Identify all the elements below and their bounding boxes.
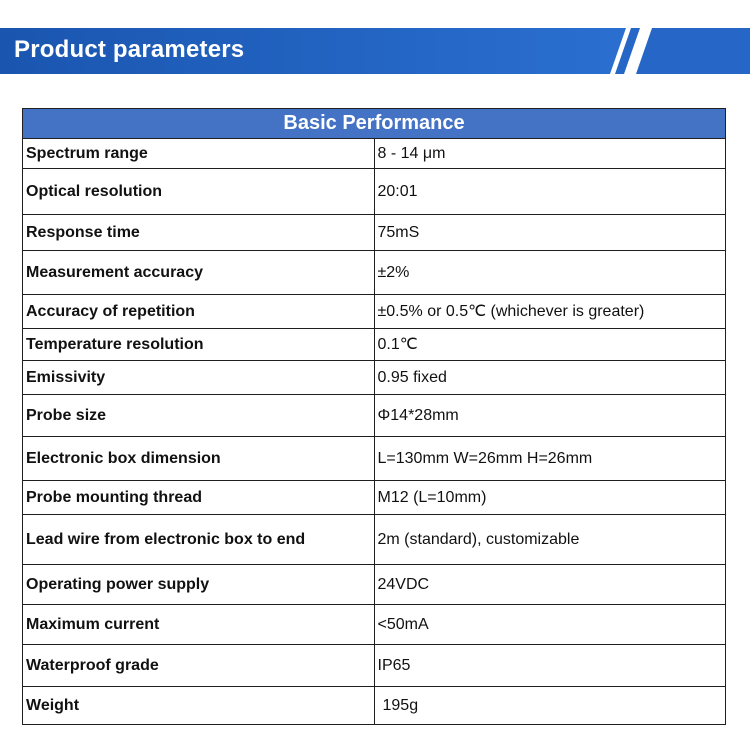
param-value: 20:01 <box>374 169 726 215</box>
table-row <box>23 437 726 481</box>
table-row <box>23 169 726 215</box>
param-value: ±0.5% or 0.5℃ (whichever is greater) <box>374 295 726 329</box>
param-name: Emissivity <box>23 361 375 395</box>
table-row <box>23 329 726 361</box>
table-row <box>23 395 726 437</box>
table-header: Basic Performance <box>23 109 726 139</box>
param-name: Accuracy of repetition <box>23 295 375 329</box>
table-row <box>23 687 726 725</box>
header-banner <box>0 28 750 74</box>
table-row <box>23 481 726 515</box>
table-row <box>23 565 726 605</box>
table-row <box>23 251 726 295</box>
parameters-table <box>22 108 726 725</box>
table-row <box>23 645 726 687</box>
table-row <box>23 361 726 395</box>
table-row <box>23 515 726 565</box>
param-value: 195g <box>374 687 726 725</box>
param-value: IP65 <box>374 645 726 687</box>
param-name: Electronic box dimension <box>23 437 375 481</box>
param-value: Φ14*28mm <box>374 395 726 437</box>
param-value: L=130mm W=26mm H=26mm <box>374 437 726 481</box>
table-row <box>23 139 726 169</box>
param-value: 0.1℃ <box>374 329 726 361</box>
table-row <box>23 295 726 329</box>
param-name: Spectrum range <box>23 139 375 169</box>
table-row <box>23 605 726 645</box>
param-name: Response time <box>23 215 375 251</box>
page-title: Product parameters <box>14 36 245 63</box>
param-name: Operating power supply <box>23 565 375 605</box>
param-value: 75mS <box>374 215 726 251</box>
param-name: Weight <box>23 687 375 725</box>
param-value: 2m (standard), customizable <box>374 515 726 565</box>
param-name: Lead wire from electronic box to end <box>23 515 375 565</box>
param-name: Temperature resolution <box>23 329 375 361</box>
param-name: Probe size <box>23 395 375 437</box>
param-value: 8 - 14 μm <box>374 139 726 169</box>
param-name: Maximum current <box>23 605 375 645</box>
table-row <box>23 215 726 251</box>
param-name: Waterproof grade <box>23 645 375 687</box>
table-header-row <box>23 109 726 139</box>
param-name: Measurement accuracy <box>23 251 375 295</box>
param-value: ±2% <box>374 251 726 295</box>
param-value: M12 (L=10mm) <box>374 481 726 515</box>
param-name: Optical resolution <box>23 169 375 215</box>
param-value: <50mA <box>374 605 726 645</box>
param-value: 24VDC <box>374 565 726 605</box>
param-name: Probe mounting thread <box>23 481 375 515</box>
param-value: 0.95 fixed <box>374 361 726 395</box>
